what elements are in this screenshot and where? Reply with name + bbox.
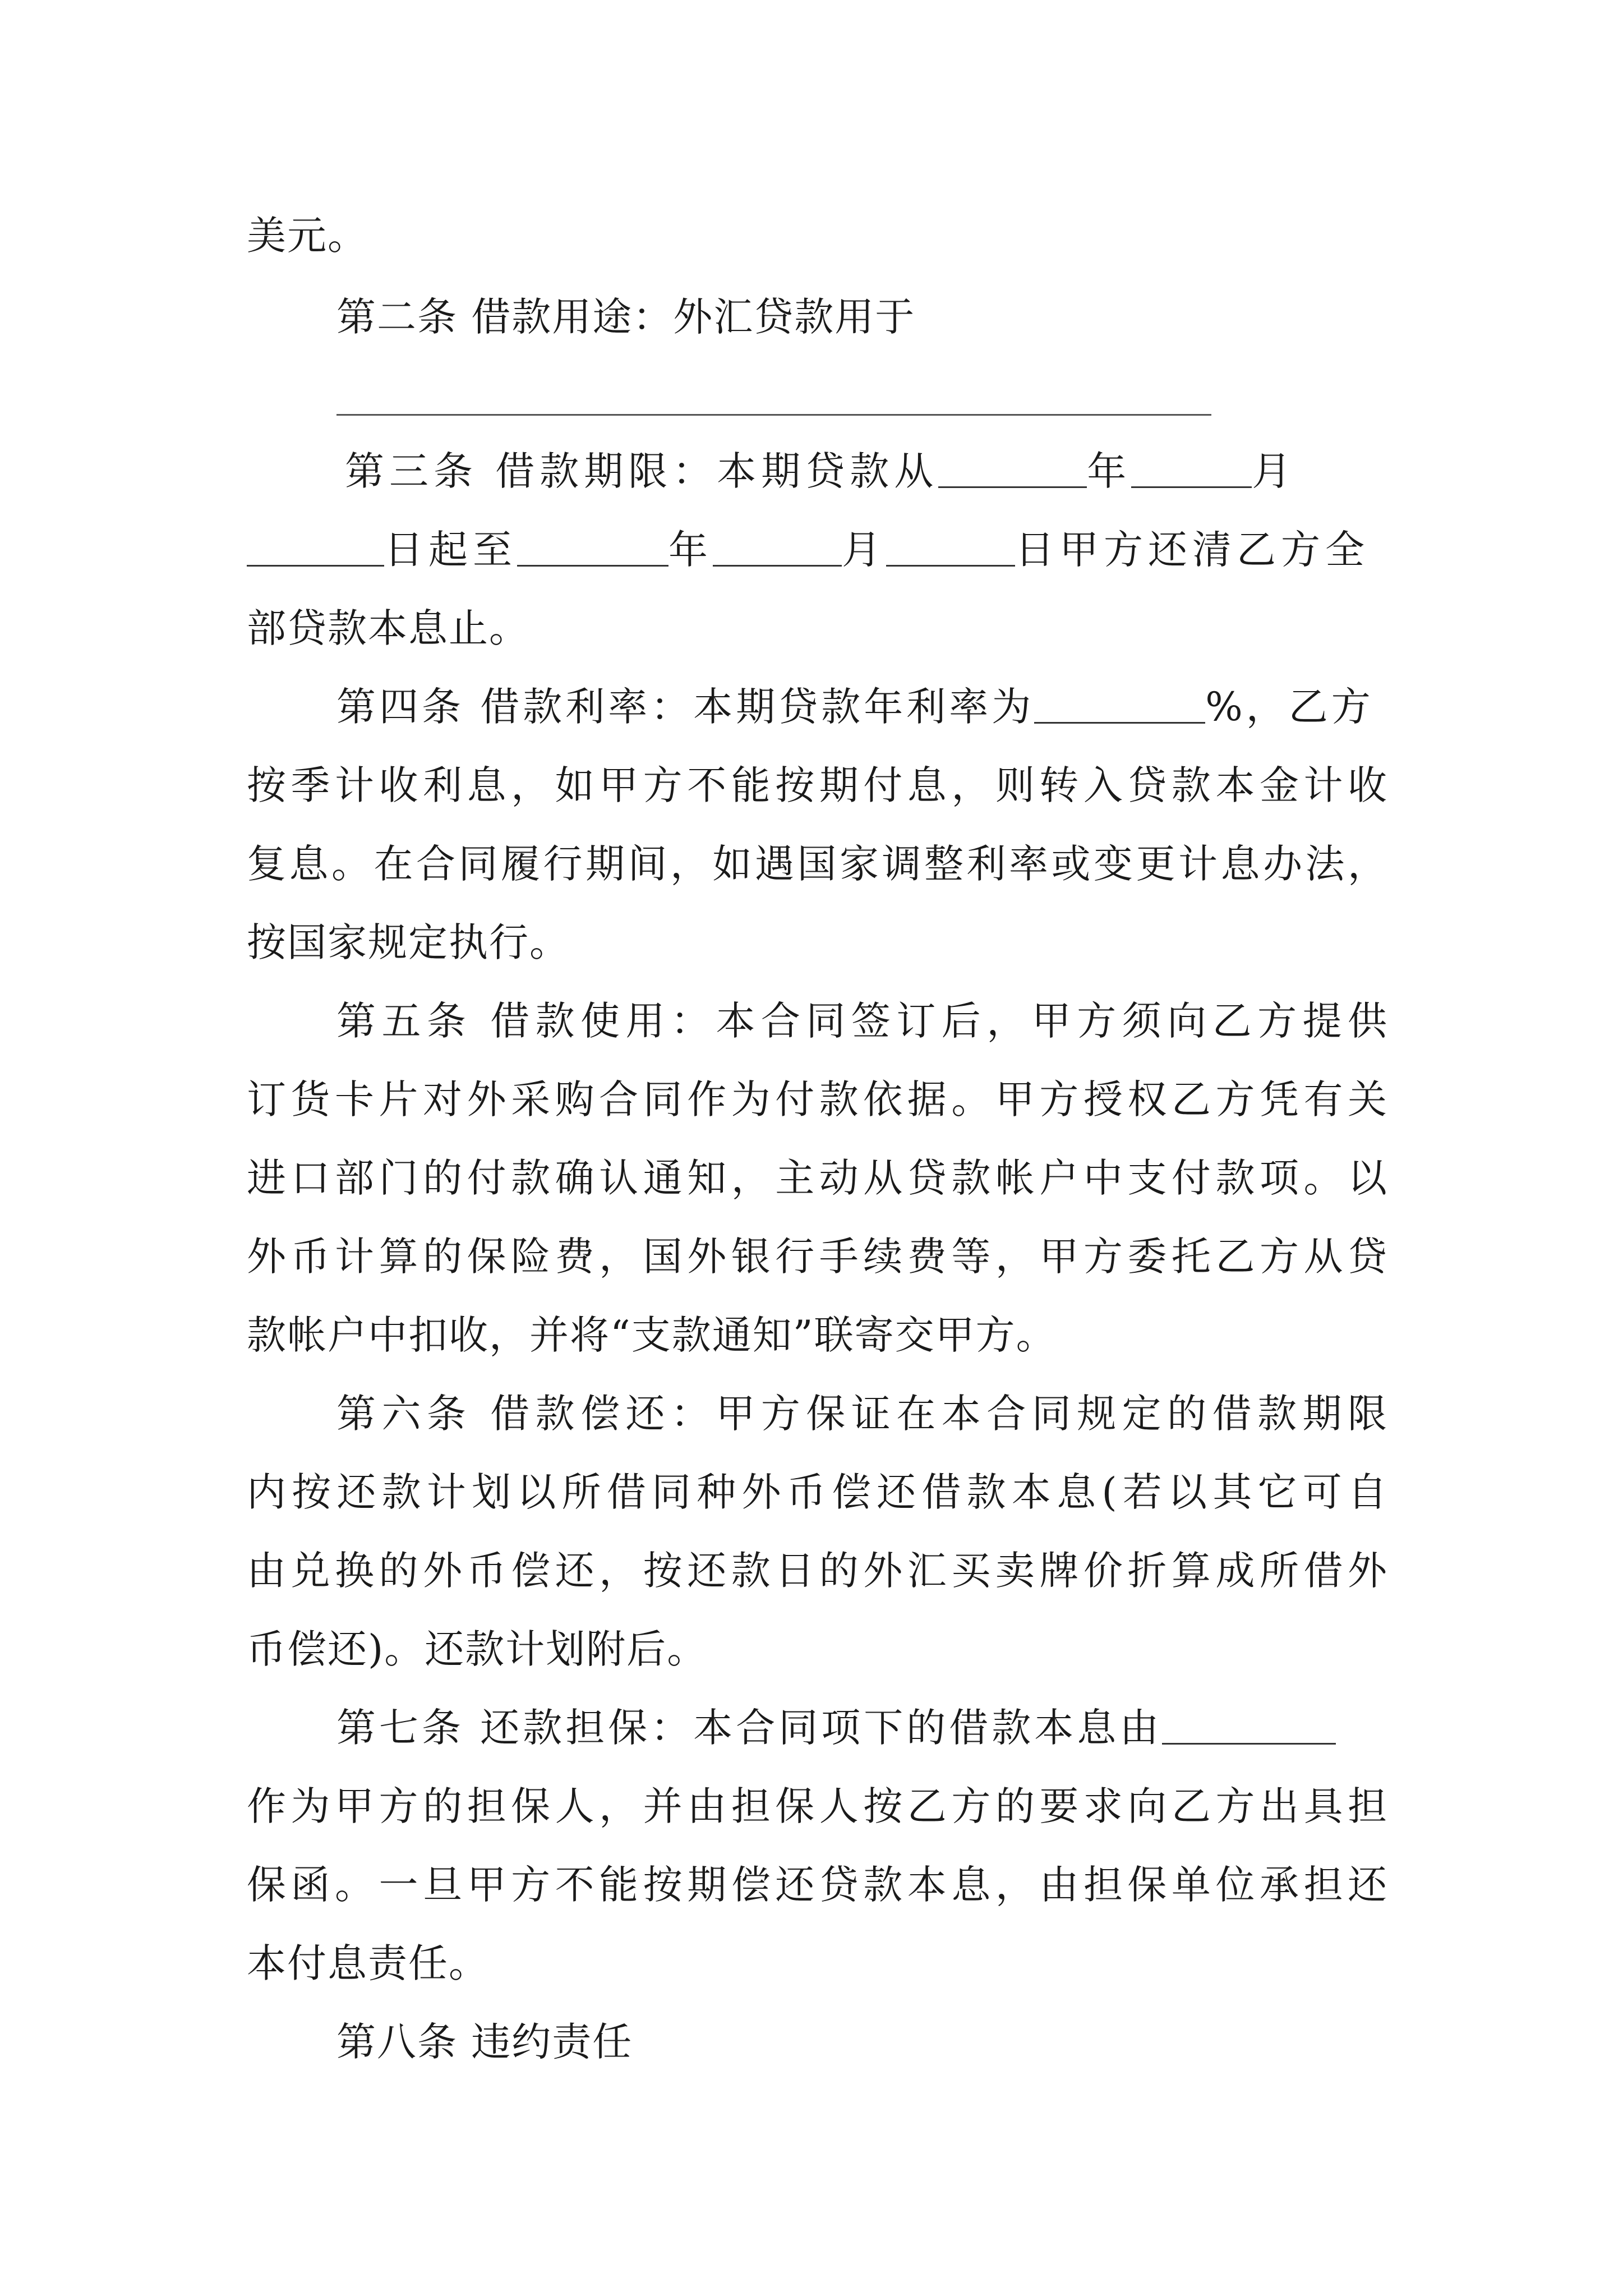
article-3-line-3: 部贷款本息止。 (247, 605, 529, 651)
blank-field (886, 526, 1015, 567)
fill-in-rule (336, 414, 1211, 416)
article-4-line-4: 按国家规定执行。 (247, 919, 570, 965)
blank-field (517, 526, 668, 567)
article-8: 第八条 违约责任 (336, 2019, 633, 2065)
article-3-line-1 (345, 443, 1388, 499)
article-4-line-1 (336, 679, 1388, 735)
article-6-line-2: 内按还款计划以所借同种外币偿还借款本息(若以其它可自 (247, 1469, 1388, 1515)
blank-field (713, 526, 842, 567)
article-4-line-3: 复息。在合同履行期间，如遇国家调整利率或变更计息办法， (247, 841, 1388, 887)
date-from-label: 日起至 (384, 527, 517, 573)
text-line: 美元。 (247, 213, 368, 259)
article-3-text: 日甲方还清乙方全 (1015, 527, 1370, 573)
article-2: 第二条 借款用途：外汇贷款用于 (336, 294, 916, 340)
article-7-text: 第七条 还款担保：本合同项下的借款本息由 (336, 1705, 1163, 1751)
article-7-line-4: 本付息责任。 (247, 1940, 489, 1986)
blank-field (1162, 1704, 1336, 1745)
article-6-line-4: 币偿还)。还款计划附后。 (247, 1626, 708, 1672)
month-label: 月 (1252, 448, 1297, 494)
article-4-text: %，乙方 (1205, 684, 1374, 730)
article-4-text: 第四条 借款利率：本期贷款年利率为 (336, 684, 1035, 730)
month-label: 月 (842, 527, 886, 573)
year-label: 年 (668, 527, 713, 573)
article-7-line-3: 保函。一旦甲方不能按期偿还贷款本息，由担保单位承担还 (247, 1862, 1388, 1908)
article-4-line-2: 按季计收利息，如甲方不能按期付息，则转入贷款本金计收 (247, 762, 1388, 808)
blank-field (938, 447, 1087, 488)
article-3-text: 第三条 借款期限：本期贷款从 (345, 448, 939, 494)
article-6-line-1: 第六条 借款偿还：甲方保证在本合同规定的借款期限 (336, 1391, 1388, 1437)
year-label: 年 (1087, 448, 1132, 494)
blank-field (1034, 683, 1205, 724)
blank-field (247, 526, 384, 567)
article-5-line-3: 进口部门的付款确认通知，主动从贷款帐户中支付款项。以 (247, 1155, 1388, 1201)
article-5-line-1: 第五条 借款使用：本合同签订后，甲方须向乙方提供 (336, 998, 1388, 1044)
article-5-line-5: 款帐户中扣收，并将“支款通知”联寄交甲方。 (247, 1312, 1057, 1358)
article-5-line-2: 订货卡片对外采购合同作为付款依据。甲方授权乙方凭有关 (247, 1076, 1388, 1122)
blank-field (1131, 447, 1252, 488)
article-7-line-1 (336, 1700, 1388, 1756)
article-3-line-2 (247, 522, 1388, 578)
article-7-line-2: 作为甲方的担保人，并由担保人按乙方的要求向乙方出具担 (247, 1783, 1388, 1829)
article-5-line-4: 外币计算的保险费，国外银行手续费等，甲方委托乙方从贷 (247, 1234, 1388, 1280)
article-6-line-3: 由兑换的外币偿还，按还款日的外汇买卖牌价折算成所借外 (247, 1548, 1388, 1594)
